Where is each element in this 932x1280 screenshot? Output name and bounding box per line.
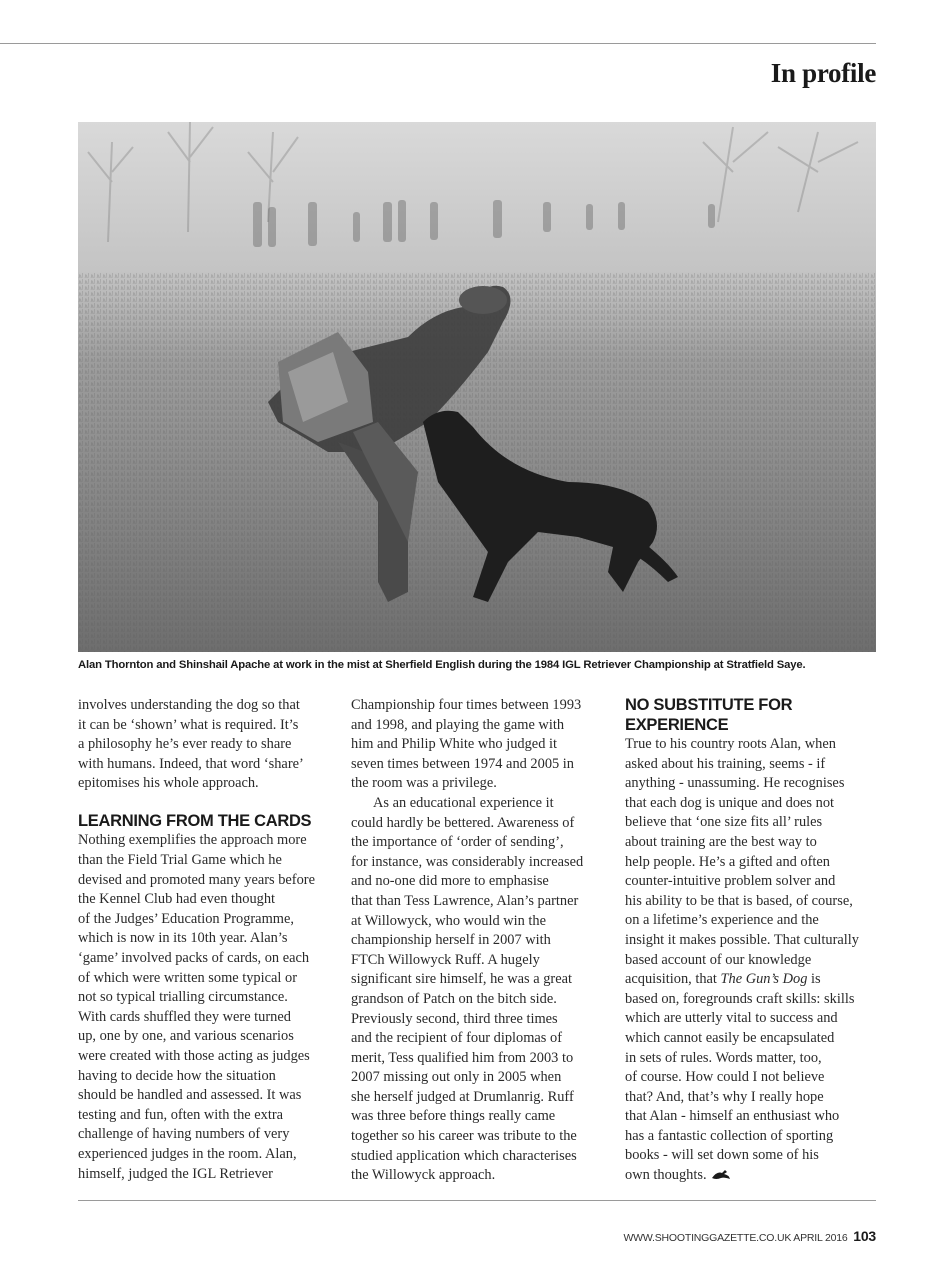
text-line: has a fantastic collection of sporting (625, 1127, 834, 1144)
text-line: which is now in its 10th year. Alan’s (78, 930, 288, 947)
text-line: at Willowyck, who would win the (351, 912, 547, 929)
text-fragment: is (807, 971, 821, 988)
text-line: that? And, that’s why I really hope (625, 1088, 824, 1105)
text-line: testing and fun, often with the extra (78, 1106, 284, 1123)
text-line: was three before things really came (351, 1108, 556, 1125)
bottom-rule (78, 1200, 876, 1201)
text-line: not so typical trialling circumstance. (78, 989, 288, 1006)
section-title: In profile (770, 58, 876, 88)
subheading-line: EXPERIENCE (625, 715, 729, 734)
text-line: that Alan - himself an enthusiast who (625, 1108, 840, 1125)
book-title: The Gun’s Dog (720, 971, 808, 988)
col3-paragraph (625, 735, 883, 1188)
text-line: based on, foregrounds craft skills: skills (625, 990, 855, 1007)
text-line: on a lifetime’s experience and the (625, 912, 819, 929)
subheading-learning-from-the-cards: LEARNING FROM THE CARDS (78, 811, 312, 830)
text-line: based account of our knowledge (625, 951, 812, 968)
text-line: insight it makes possible. That culturally (625, 931, 859, 948)
text-line: help people. He’s a gifted and often (625, 853, 830, 870)
article-photo (78, 122, 876, 652)
text-line: which cannot easily be encapsulated (625, 1029, 835, 1046)
text-line: were created with those acting as judges (78, 1048, 310, 1064)
text-line: it can be ‘shown’ what is required. It’s (78, 716, 299, 733)
text-line: which are utterly vital to success and (625, 1010, 838, 1027)
text-line: 2007 missing out only in 2005 when (351, 1069, 562, 1086)
text-line: With cards shuffled they were turned (78, 1008, 291, 1025)
text-line: and 1998, and playing the game with (351, 716, 565, 733)
text-line: the Kennel Club had even thought (78, 891, 276, 908)
footer-website: WWW.SHOOTINGGAZETTE.CO.UK (623, 1232, 792, 1244)
text-line: for instance, was considerably increased (351, 853, 584, 870)
text-line: of the Judges’ Education Programme, (78, 910, 294, 927)
text-line: up, one by one, and various scenarios (78, 1028, 294, 1045)
text-line: anything - unassuming. He recognises (625, 775, 845, 792)
article-column-2 (351, 696, 609, 1186)
text-line: Championship four times between 1993 (351, 697, 582, 713)
text-line: that than Tess Lawrence, Alan’s partner (351, 892, 579, 909)
text-line: involves understanding the dog so that (78, 697, 300, 713)
text-line: about training are the best way to (625, 833, 817, 850)
text-line: and the recipient of four diplomas of (351, 1030, 562, 1047)
text-line: him and Philip White who judged it (351, 736, 557, 753)
text-line: Nothing exemplifies the approach more (78, 832, 307, 849)
text-fragment: own thoughts. (625, 1167, 707, 1184)
pheasant-end-mark-icon (711, 1168, 731, 1188)
text-line: books - will set down some of his (625, 1147, 819, 1164)
text-line: significant sire himself, he was a great (351, 971, 572, 988)
article-column-1 (78, 696, 336, 1184)
text-line: Previously second, third three times (351, 1010, 558, 1027)
article-column-3 (625, 696, 883, 1188)
text-line: his ability to be that is based, of course, (625, 892, 853, 909)
text-line-last (625, 1166, 883, 1188)
text-line: she herself judged at Drumlanrig. Ruff (351, 1088, 574, 1105)
text-line: having to decide how the situation (78, 1067, 276, 1084)
text-line-italic-title (625, 970, 883, 990)
text-line: a philosophy he’s ever ready to share (78, 736, 292, 753)
text-line: FTCh Willowyck Ruff. A hugely (351, 951, 540, 968)
text-line: and no-one did more to emphasise (351, 873, 549, 890)
text-line: challenge of having numbers of very (78, 1126, 290, 1143)
text-line: seven times between 1974 and 2005 in (351, 755, 575, 772)
text-line: the importance of ‘order of sending’, (351, 834, 564, 851)
text-line: experienced judges in the room. Alan, (78, 1145, 297, 1162)
col1-paragraph-bottom (78, 831, 336, 1184)
subheading-line: NO SUBSTITUTE FOR (625, 696, 793, 714)
text-line: together so his career was tribute to the (351, 1128, 577, 1145)
text-line: the Willowyck approach. (351, 1167, 496, 1184)
text-line: in sets of rules. Words matter, too, (625, 1049, 822, 1066)
subheading-no-substitute (625, 696, 883, 735)
text-line: with humans. Indeed, that word ‘share’ (78, 755, 304, 772)
footer-issue: APRIL 2016 (793, 1232, 848, 1244)
text-line: devised and promoted many years before (78, 871, 315, 888)
col1-paragraph-top (78, 696, 336, 794)
page-footer (623, 1228, 876, 1244)
text-line: grandson of Patch on the bitch side. (351, 990, 557, 1007)
text-line: of which were written some typical or (78, 969, 297, 986)
text-line: that each dog is unique and does not (625, 794, 835, 811)
top-rule (0, 43, 876, 44)
text-line: merit, Tess qualified him from 2003 to (351, 1049, 574, 1066)
text-line: believe that ‘one size fits all’ rules (625, 814, 823, 831)
text-line: counter-intuitive problem solver and (625, 873, 836, 890)
page-number: 103 (853, 1228, 876, 1244)
text-line: of course. How could I not believe (625, 1069, 825, 1086)
text-line: could hardly be bettered. Awareness of (351, 814, 575, 831)
text-line: the room was a privilege. (351, 775, 497, 792)
text-line: epitomises his whole approach. (78, 775, 259, 792)
text-line: asked about his training, seems - if (625, 755, 826, 772)
text-line: than the Field Trial Game which he (78, 852, 282, 869)
text-line: should be handled and assessed. It was (78, 1087, 302, 1104)
col2-paragraph-bottom (351, 794, 609, 1186)
text-line: himself, judged the IGL Retriever (78, 1165, 273, 1182)
text-line: True to his country roots Alan, when (625, 736, 836, 752)
text-line: championship herself in 2007 with (351, 932, 551, 949)
text-line: ‘game’ involved packs of cards, on each (78, 950, 310, 967)
text-line: studied application which characterises (351, 1147, 577, 1164)
text-fragment: acquisition, that (625, 971, 721, 988)
photo-caption: Alan Thornton and Shinshail Apache at work in the mist at Sherfield English during the 1984 IGL Retriever Championship at Stratfield Saye. (78, 659, 806, 671)
col2-paragraph-top (351, 696, 609, 794)
text-line: As an educational experience it (373, 794, 554, 811)
